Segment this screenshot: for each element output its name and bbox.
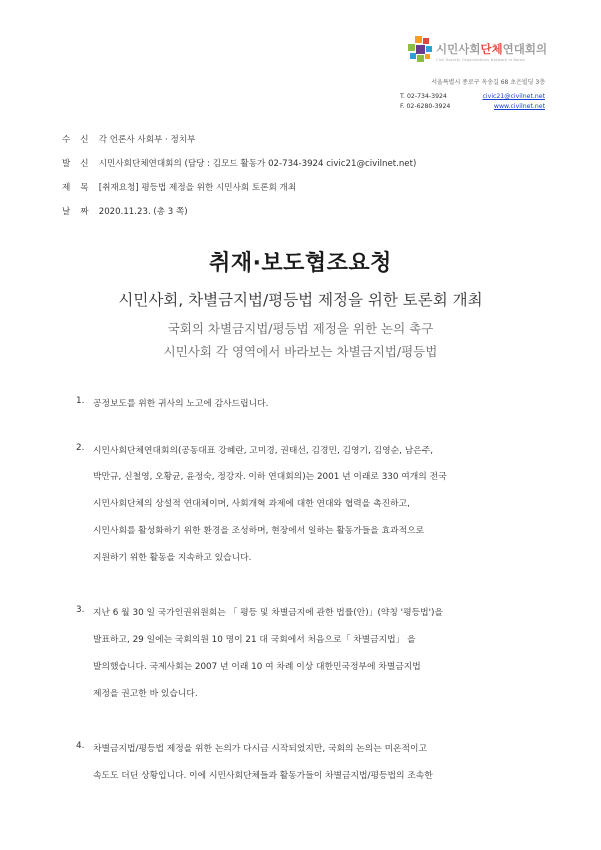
meta-recipient [62,133,195,145]
contact-phone-fax [400,92,450,112]
phone-number: T. 02-734-3924 [400,93,447,100]
document-title: 취재·보도협조요청 [209,251,392,276]
logo-wordmark: 시민사회단체연대회의 [436,42,548,56]
org-address: 서울특별시 종로구 옥송길 68 초은빌딩 3층 [431,79,545,86]
fax-number: F. 02-6280-3924 [400,103,451,110]
meta-value: 각 언론사 사회부 · 정치부 [98,135,196,145]
meta-label: 수신 [62,135,99,145]
item-number: 4. [76,741,85,751]
document-subheading-2: 시민사회 각 영역에서 바라보는 차별금지법/평등법 [163,344,438,359]
item-number: 2. [76,443,85,453]
meta-value: [취재요청] 평등법 제정을 위한 시민사회 토론회 개최 [98,183,297,193]
meta-value: 2020.11.23. (총 3 쪽) [98,207,188,217]
email-link[interactable]: civic21@civilnet.net [482,93,545,100]
paragraph-line: 공정보도를 위한 귀사의 노고에 감사드립니다. [93,399,269,409]
meta-subject [62,181,296,193]
meta-label: 발신 [62,159,99,169]
paragraph-line: 지원하기 위한 활동을 지속하고 있습니다. [93,553,252,563]
logo-mosaic-icon [406,36,434,66]
paragraph-line: 시민사회단체의 상설적 연대체이며, 사회개혁 과제에 대한 연대와 협력을 촉진하고, [93,499,410,509]
document-subtitle: 시민사회, 차별금지법/평등법 제정을 위한 토론회 개최 [118,291,483,309]
meta-value: 시민사회단체연대회의 (담당 : 김모드 활동가 02-734-3924 civic21@civilnet.net) [98,159,417,169]
paragraph-line: 발표하고, 29 일에는 국회의원 10 명이 21 대 국회에서 처음으로「 차별금지법」 을 [93,635,416,645]
paragraph-line: 지난 6 월 30 일 국가인권위원회는 「 평등 및 차별금지에 관한 법률(안)」(약칭 '평등법')을 [93,608,443,618]
document-subheading-1: 국회의 차별금지법/평등법 제정을 위한 논의 촉구 [167,321,434,336]
item-number: 3. [76,605,85,615]
paragraph-line: 발의했습니다. 국제사회는 2007 년 이래 10 여 차례 이상 대한민국정부에 차별금지법 [93,662,421,672]
organization-logo [406,36,546,72]
paragraph-line: 속도도 더딘 상황입니다. 이에 시민사회단체들과 활동가들이 차별금지법/평등법의 조속한 [93,771,433,781]
website-link[interactable]: www.civilnet.net [493,103,545,110]
meta-sender [62,157,416,169]
paragraph-line: 제정을 권고한 바 있습니다. [93,689,198,699]
paragraph-line: 시민사회를 활성화하기 위한 환경을 조성하며, 현장에서 일하는 활동가들을 효과적으로 [93,526,425,536]
contact-links [483,92,545,112]
item-number: 1. [76,396,85,406]
logo-english-name: Civil Society Organizations Network in Korea [436,57,525,62]
paragraph-line: 시민사회단체연대회의(공동대표 강혜란, 고미경, 권태선, 김경민, 김영기, 김영순, 남은주, [93,446,434,456]
paragraph-line: 차별금지법/평등법 제정을 위한 논의가 다시금 시작되었지만, 국회의 논의는 미온적이고 [93,744,428,754]
paragraph-line: 박만규, 신철영, 오황균, 윤정숙, 정강자. 이하 연대회의)는 2001 년 이래로 330 여개의 전국 [93,472,447,482]
meta-date [62,205,188,217]
meta-label: 날짜 [62,207,99,217]
meta-label: 제목 [62,183,99,193]
